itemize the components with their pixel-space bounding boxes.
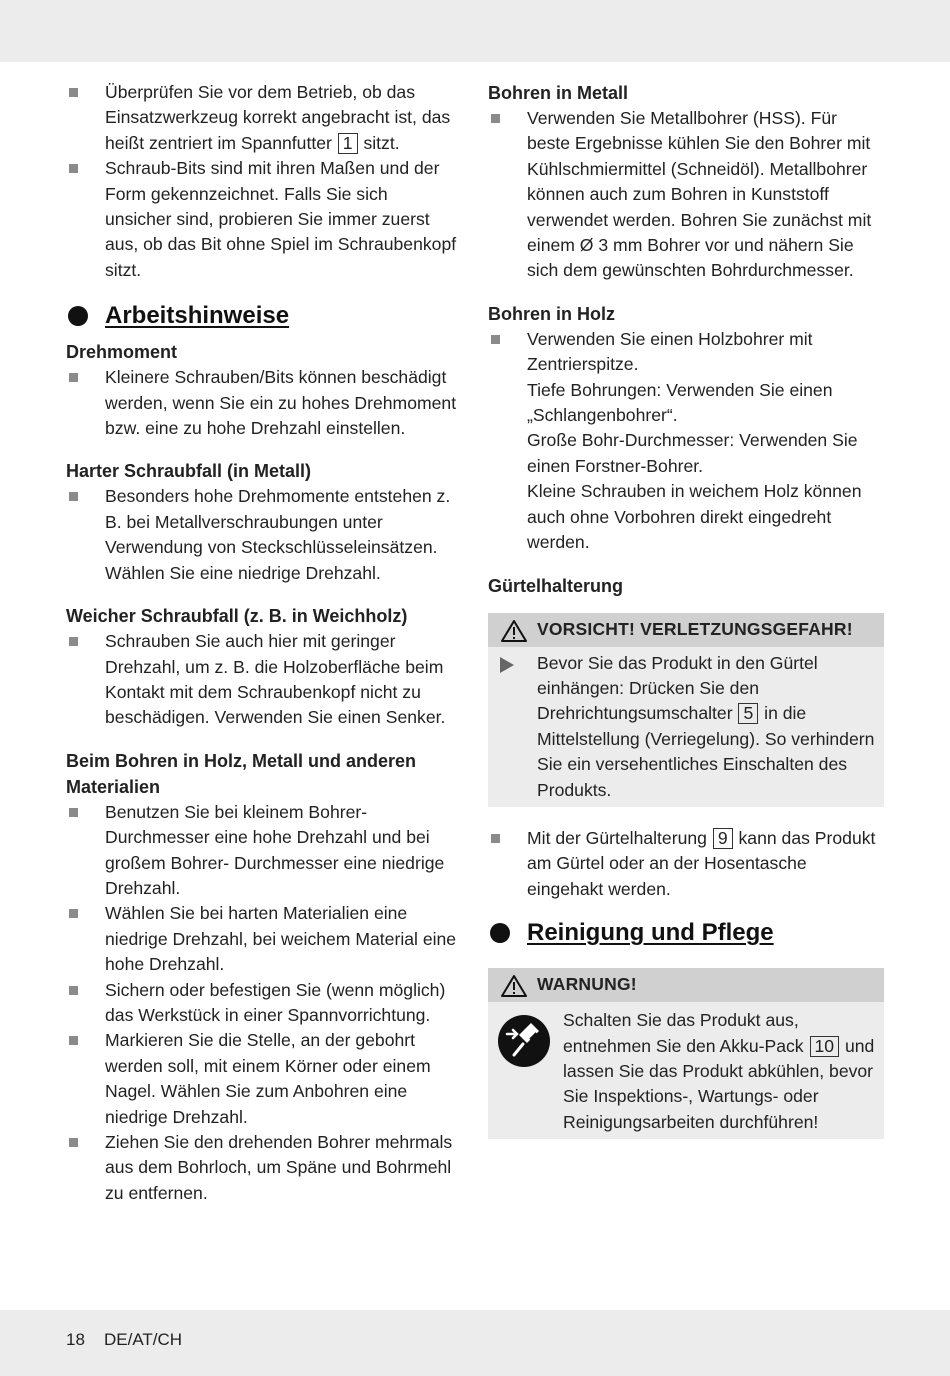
caution-header — [488, 613, 884, 647]
square-bullet-icon — [491, 335, 500, 344]
square-bullet-icon — [69, 808, 78, 817]
square-bullet-icon — [69, 637, 78, 646]
subheading-drehmoment: Drehmoment — [66, 342, 178, 363]
list-item: Benutzen Sie bei kleinem Bohrer-Durchmesser eine hohe Drehzahl und bei großem Bohrer- Durchmesser eine niedrige Drehzahl. — [66, 800, 458, 902]
bullet-circle-icon — [490, 923, 510, 943]
square-bullet-icon — [69, 1036, 78, 1045]
section-heading-arbeitshinweise: Arbeitshinweise — [66, 299, 458, 335]
drehmoment-list — [66, 365, 458, 441]
subheading-bohren-in-metall: Bohren in Metall — [488, 83, 629, 103]
page-number: 18 — [66, 1330, 85, 1349]
harter-list — [66, 484, 458, 586]
header-bar — [0, 0, 950, 62]
subheading-bohren-in-holz: Bohren in Holz — [488, 303, 615, 324]
left-column — [66, 80, 458, 1206]
subheading-harter-schraubfall: Harter Schraubfall (in Metall) — [66, 461, 312, 482]
square-bullet-icon — [69, 1138, 78, 1147]
guertel-list — [488, 826, 884, 902]
subheading-guertelhalterung: Gürtelhalterung — [488, 575, 624, 596]
caution-box — [488, 613, 884, 807]
reference-number: 1 — [338, 133, 358, 154]
metall-list — [488, 106, 884, 284]
reference-number: 10 — [810, 1036, 840, 1057]
warning-body: Schalten Sie das Produkt aus, entnehmen Sie den Akku-Pack 10 und lassen Sie das Produkt abkühlen, bevor Sie Inspektions-, Wartungs- oder Reinigungsarbeiten durchführen! — [488, 1002, 884, 1139]
list-item: Wählen Sie bei harten Materialien eine niedrige Drehzahl, bei weichem Material eine hohe Drehzahl. — [66, 901, 458, 977]
square-bullet-icon — [69, 164, 78, 173]
reference-number: 5 — [738, 703, 758, 724]
list-item: Sichern oder befestigen Sie (wenn möglich) das Werkstück in einer Spannvorrichtung. — [66, 978, 458, 1029]
square-bullet-icon — [69, 909, 78, 918]
list-item: Schraub-Bits sind mit ihren Maßen und der Form gekennzeichnet. Falls Sie sich unsicher sind, probieren Sie immer zuerst aus, ob das Bit ohne Spiel im Schraubenkopf sitzt. — [66, 156, 458, 283]
section-heading-reinigung: Reinigung und Pflege — [488, 916, 884, 952]
list-item: Ziehen Sie den drehenden Bohrer mehrmals aus dem Bohrloch, um Späne und Bohrmehl zu entfernen. — [66, 1130, 458, 1206]
list-item: Überprüfen Sie vor dem Betrieb, ob das Einsatzwerkzeug korrekt angebracht ist, das heißt zentriert im Spannfutter 1 sitzt. — [66, 80, 458, 156]
square-bullet-icon — [491, 114, 500, 123]
warning-header — [488, 968, 884, 1002]
warning-title: WARNUNG! — [537, 974, 637, 995]
country-codes: DE/AT/CH — [104, 1330, 183, 1349]
intro-list — [66, 80, 458, 283]
square-bullet-icon — [69, 986, 78, 995]
list-item: Verwenden Sie Metallbohrer (HSS). Für beste Ergebnisse kühlen Sie den Bohrer mit Kühlschmiermittel (Schneidöl). Metallbohrer können auch zum Bohren in Kunststoff verwendet werden. Bohren Sie zunächst mit einem Ø 3 mm Bohrer vor und nähern Sie sich dem gewünschten Bohrdurchmesser. — [488, 106, 884, 284]
square-bullet-icon — [491, 834, 500, 843]
reference-number: 9 — [713, 828, 733, 849]
caution-body: Bevor Sie das Produkt in den Gürtel einhängen: Drücken Sie den Drehrichtungsumschalter 5 in die Mittelstellung (Verriegelung). So verhindern Sie ein versehentliches Einschalten des Produkts. — [488, 647, 884, 807]
right-column — [488, 80, 884, 1139]
holz-list — [488, 327, 884, 556]
square-bullet-icon — [69, 373, 78, 382]
square-bullet-icon — [69, 492, 78, 501]
bohren-list — [66, 800, 458, 1207]
square-bullet-icon — [69, 88, 78, 97]
warning-box — [488, 968, 884, 1139]
weicher-list — [66, 629, 458, 731]
list-item: Kleinere Schrauben/Bits können beschädigt werden, wenn Sie ein zu hohes Drehmoment bzw. eine zu hohe Drehzahl einstellen. — [66, 365, 458, 441]
footer-bar — [0, 1310, 950, 1376]
list-item: Besonders hohe Drehmomente entstehen z. B. bei Metallverschraubungen unter Verwendung von Steckschlüsseleinsätzen. Wählen Sie eine niedrige Drehzahl. — [66, 484, 458, 586]
caution-title: VORSICHT! VERLETZUNGSGEFAHR! — [537, 618, 853, 639]
list-item: Verwenden Sie einen Holzbohrer mit Zentrierspitze. Tiefe Bohrungen: Verwenden Sie einen „Schlangenbohrer“. Große Bohr-Durchmesser: Verwenden Sie einen Forstner-Bohrer. Kleine Schrauben in weichem Holz können auch ohne Vorbohren direkt eingedreht werden. — [488, 327, 884, 556]
subheading-weicher-schraubfall: Weicher Schraubfall (z. B. in Weichholz) — [66, 606, 408, 627]
list-item: Markieren Sie die Stelle, an der gebohrt werden soll, mit einem Körner oder einem Nagel. Wählen Sie zum Anbohren eine niedrige Drehzahl. — [66, 1028, 458, 1130]
warning-triangle-icon — [500, 974, 528, 998]
bullet-circle-icon — [68, 306, 88, 326]
arrow-right-icon — [500, 657, 514, 673]
unplug-battery-icon — [497, 1014, 551, 1068]
subheading-bohren: Beim Bohren in Holz, Metall und anderen Materialien — [66, 750, 417, 797]
list-item: Schrauben Sie auch hier mit geringer Drehzahl, um z. B. die Holzoberfläche beim Kontakt mit dem Schraubenkopf nicht zu beschädigen. Verwenden Sie einen Senker. — [66, 629, 458, 731]
warning-triangle-icon — [500, 619, 528, 643]
list-item: Mit der Gürtelhalterung 9 kann das Produkt am Gürtel oder an der Hosentasche eingehakt werden. — [488, 826, 884, 902]
